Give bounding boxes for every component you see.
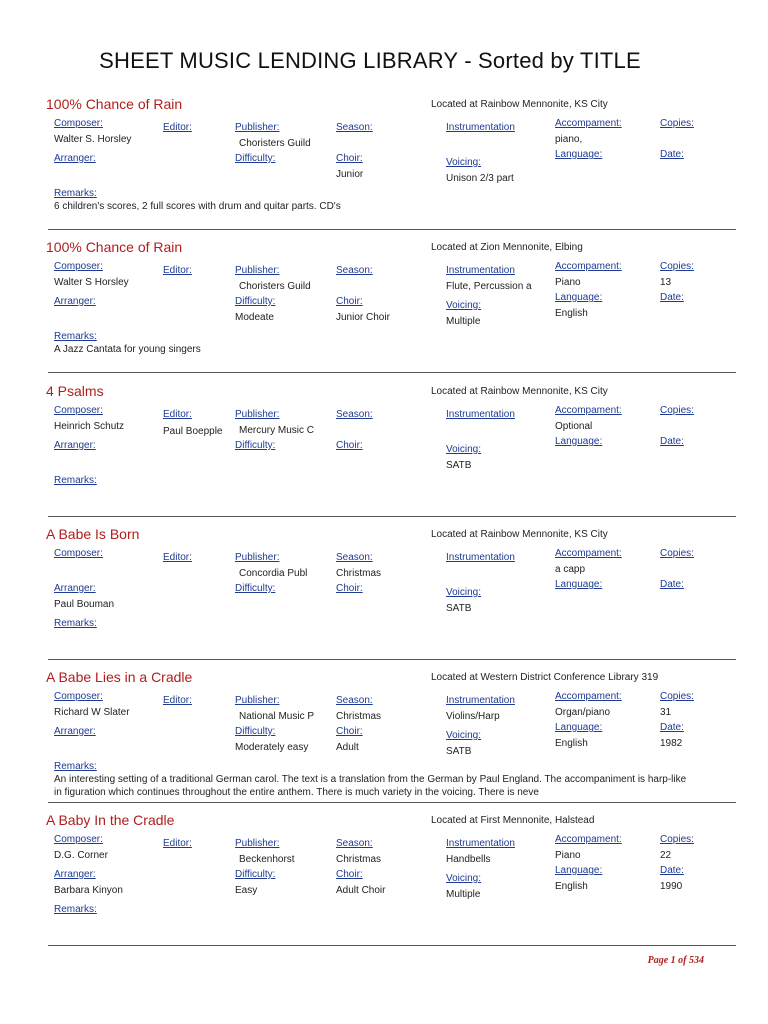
composer-label: Composer: [54,834,103,845]
accompaniment-value: a capp [555,564,586,575]
publisher-label: Publisher: [235,122,280,133]
voicing-value: Unison 2/3 part [446,173,514,184]
publisher-label: Publisher: [235,552,280,563]
difficulty-label: Difficulty: [235,296,276,307]
composer-label: Composer: [54,405,103,416]
language-label: Language: [555,865,603,876]
arranger-label: Arranger: [54,726,96,737]
language-value: English [555,881,588,892]
composer-value: Richard W Slater [54,707,130,718]
publisher-value: Concordia Publ [239,568,308,579]
date-label: Date: [660,579,684,590]
date-label: Date: [660,722,684,733]
season-label: Season: [336,265,373,276]
record-title: 100% Chance of Rain [46,239,183,255]
language-value: English [555,308,588,319]
composer-label: Composer: [54,261,103,272]
editor-label: Editor: [163,122,192,133]
publisher-value: Beckenhorst [239,854,295,865]
remarks-value: 6 children's scores, 2 full scores with drum and quitar parts. CD's [54,201,341,212]
choir-value: Junior [336,169,364,180]
remarks-label: Remarks: [54,475,97,486]
instrumentation-label: Instrumentation [446,265,515,276]
instrumentation-label: Instrumentation [446,838,515,849]
record-location: Located at Zion Mennonite, Elbing [431,242,583,253]
voicing-value: Multiple [446,316,481,327]
season-value: Christmas [336,711,382,722]
record-location: Located at Rainbow Mennonite, KS City [431,99,608,110]
difficulty-value: Easy [235,885,258,896]
remarks-label: Remarks: [54,331,97,342]
choir-label: Choir: [336,869,363,880]
instrumentation-label: Instrumentation [446,695,515,706]
composer-value: D.G. Corner [54,850,108,861]
publisher-value: Mercury Music C [239,425,315,436]
arranger-label: Arranger: [54,583,96,594]
date-label: Date: [660,292,684,303]
voicing-value: Multiple [446,889,481,900]
publisher-label: Publisher: [235,695,280,706]
accompaniment-value: Organ/piano [555,707,611,718]
arranger-label: Arranger: [54,153,96,164]
voicing-label: Voicing: [446,873,482,884]
accompaniment-value: piano, [555,134,583,145]
copies-label: Copies: [660,834,694,845]
difficulty-label: Difficulty: [235,583,276,594]
language-label: Language: [555,722,603,733]
choir-value: Adult [336,742,359,753]
copies-value: 13 [660,277,672,288]
accompaniment-label: Accompament: [555,405,622,416]
accompaniment-value: Piano [555,277,581,288]
season-label: Season: [336,409,373,420]
difficulty-label: Difficulty: [235,440,276,451]
season-value: Christmas [336,568,382,579]
copies-value: 31 [660,707,672,718]
remarks-value: A Jazz Cantata for young singers [54,344,201,355]
date-value: 1982 [660,738,683,749]
publisher-label: Publisher: [235,409,280,420]
date-label: Date: [660,149,684,160]
instrumentation-value: Violins/Harp [446,711,500,722]
publisher-value: Choristers Guild [239,138,311,149]
record-entry [0,237,768,380]
language-value: English [555,738,588,749]
language-label: Language: [555,149,603,160]
record-location: Located at Rainbow Mennonite, KS City [431,529,608,540]
season-label: Season: [336,552,373,563]
editor-label: Editor: [163,409,192,420]
accompaniment-label: Accompament: [555,261,622,272]
remarks-label: Remarks: [54,618,97,629]
record-divider [48,945,736,946]
voicing-value: SATB [446,746,472,757]
difficulty-label: Difficulty: [235,726,276,737]
page-title: SHEET MUSIC LENDING LIBRARY - Sorted by TITLE [99,48,641,73]
accompaniment-value: Piano [555,850,581,861]
choir-label: Choir: [336,296,363,307]
editor-label: Editor: [163,552,192,563]
record-location: Located at Western District Conference Library 319 [431,672,659,683]
voicing-label: Voicing: [446,300,482,311]
choir-value: Adult Choir [336,885,386,896]
difficulty-value: Moderately easy [235,742,309,753]
record-divider [48,229,736,230]
composer-value: Walter S Horsley [54,277,129,288]
record-divider [48,516,736,517]
difficulty-label: Difficulty: [235,153,276,164]
record-entry [0,810,768,953]
page-number: Page 1 of 534 [647,955,704,966]
arranger-label: Arranger: [54,869,96,880]
accompaniment-label: Accompament: [555,118,622,129]
publisher-label: Publisher: [235,838,280,849]
voicing-label: Voicing: [446,157,482,168]
difficulty-label: Difficulty: [235,869,276,880]
record-title: A Baby In the Cradle [46,812,175,828]
language-label: Language: [555,436,603,447]
date-label: Date: [660,436,684,447]
date-label: Date: [660,865,684,876]
record-location: Located at Rainbow Mennonite, KS City [431,386,608,397]
editor-value: Paul Boepple [163,426,223,437]
difficulty-value: Modeate [235,312,274,323]
season-label: Season: [336,695,373,706]
language-label: Language: [555,292,603,303]
composer-label: Composer: [54,548,103,559]
copies-label: Copies: [660,261,694,272]
composer-value: Walter S. Horsley [54,134,132,145]
record-title: 4 Psalms [46,383,104,399]
arranger-label: Arranger: [54,440,96,451]
record-entry [0,524,768,667]
choir-label: Choir: [336,440,363,451]
copies-label: Copies: [660,405,694,416]
record-location: Located at First Mennonite, Halstead [431,815,595,826]
season-label: Season: [336,838,373,849]
record-title: A Babe Lies in a Cradle [46,669,193,685]
arranger-label: Arranger: [54,296,96,307]
record-title: 100% Chance of Rain [46,96,183,112]
remarks-value: An interesting setting of a traditional German carol. The text is a translation from the German by Paul England. The accompaniment is harp-like in figuration which continues throughout the entire anthem. There is much variety in the voicing. There is neve [54,774,687,798]
arranger-value: Paul Bouman [54,599,115,610]
choir-value: Junior Choir [336,312,390,323]
voicing-label: Voicing: [446,730,482,741]
remarks-label: Remarks: [54,188,97,199]
voicing-label: Voicing: [446,587,482,598]
choir-label: Choir: [336,153,363,164]
copies-value: 22 [660,850,672,861]
copies-label: Copies: [660,118,694,129]
composer-label: Composer: [54,118,103,129]
accompaniment-value: Optional [555,421,593,432]
remarks-label: Remarks: [54,761,97,772]
instrumentation-value: Handbells [446,854,491,865]
instrumentation-label: Instrumentation [446,409,515,420]
record-entry [0,667,768,810]
composer-value: Heinrich Schutz [54,421,125,432]
instrumentation-label: Instrumentation [446,122,515,133]
record-title: A Babe Is Born [46,526,140,542]
editor-label: Editor: [163,838,192,849]
voicing-value: SATB [446,460,472,471]
publisher-label: Publisher: [235,265,280,276]
accompaniment-label: Accompament: [555,548,622,559]
copies-label: Copies: [660,548,694,559]
copies-label: Copies: [660,691,694,702]
instrumentation-label: Instrumentation [446,552,515,563]
instrumentation-value: Flute, Percussion a [446,281,532,292]
record-divider [48,802,736,803]
accompaniment-label: Accompament: [555,691,622,702]
season-label: Season: [336,122,373,133]
voicing-label: Voicing: [446,444,482,455]
publisher-value: National Music P [239,711,315,722]
composer-label: Composer: [54,691,103,702]
publisher-value: Choristers Guild [239,281,311,292]
accompaniment-label: Accompament: [555,834,622,845]
editor-label: Editor: [163,265,192,276]
choir-label: Choir: [336,583,363,594]
arranger-value: Barbara Kinyon [54,885,123,896]
editor-label: Editor: [163,695,192,706]
season-value: Christmas [336,854,382,865]
record-divider [48,372,736,373]
language-label: Language: [555,579,603,590]
voicing-value: SATB [446,603,472,614]
choir-label: Choir: [336,726,363,737]
record-entry [0,94,768,237]
record-entry [0,381,768,524]
date-value: 1990 [660,881,683,892]
remarks-label: Remarks: [54,904,97,915]
record-divider [48,659,736,660]
